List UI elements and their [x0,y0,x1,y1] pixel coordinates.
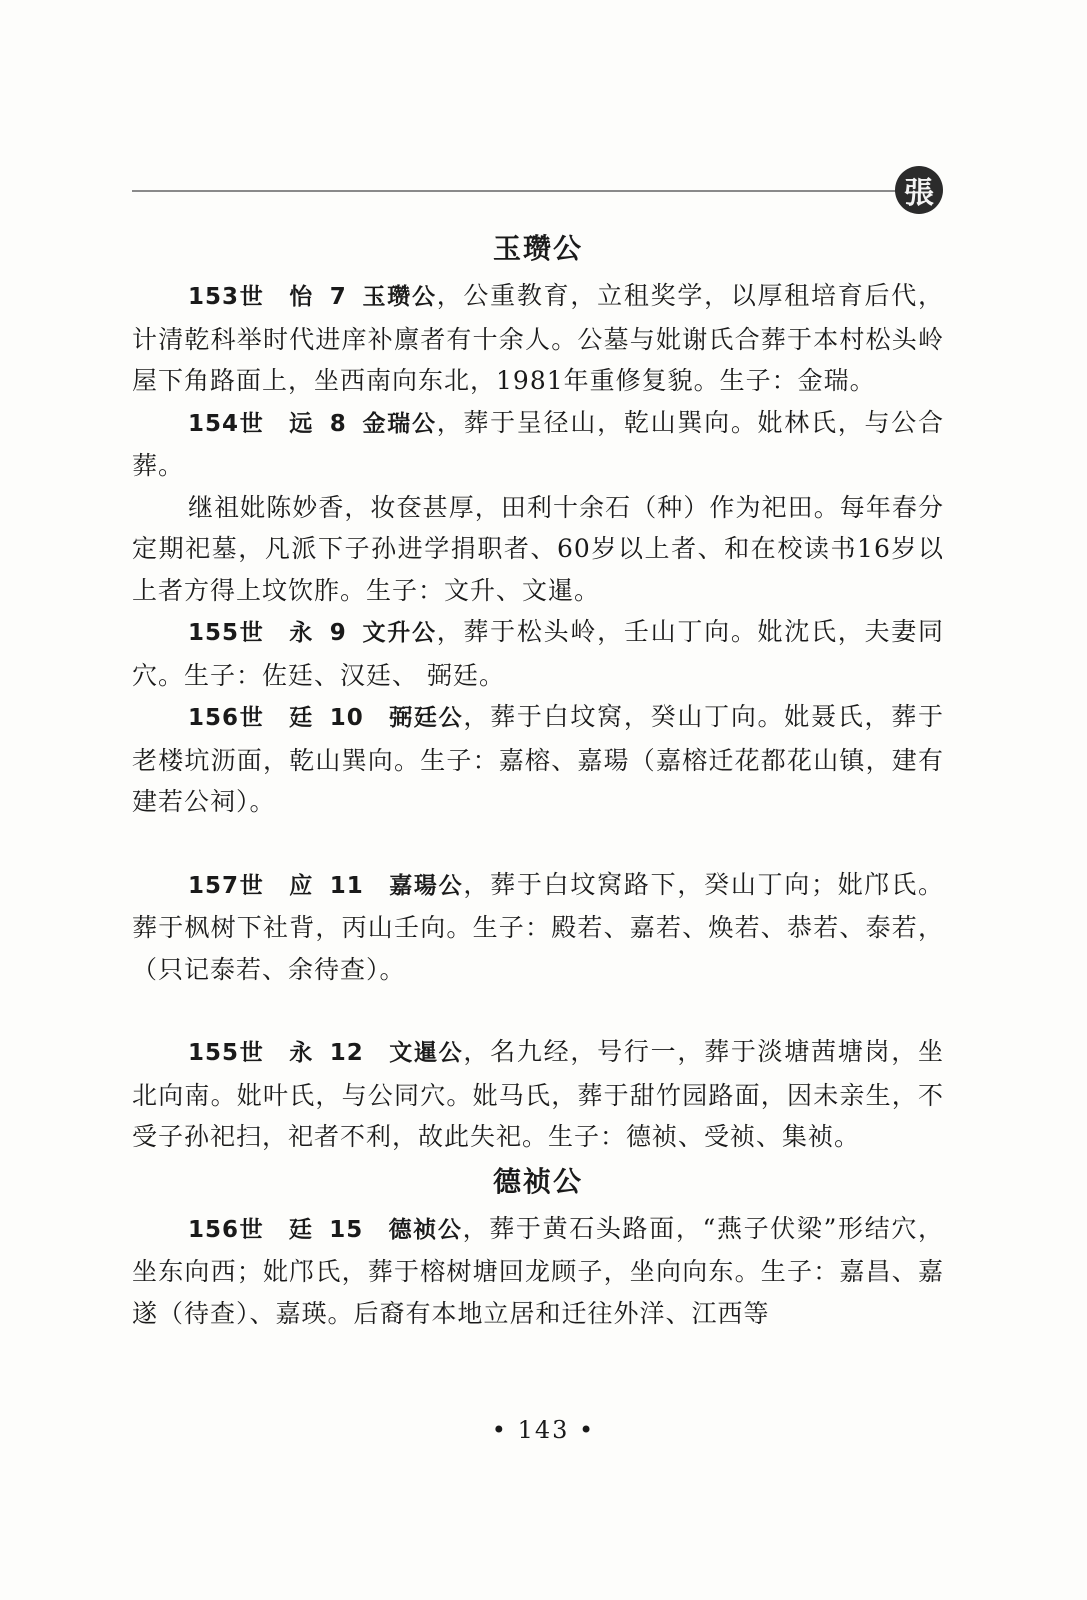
section-title: 玉瓒公 [492,232,583,265]
entry-head: 153世 怡 7 玉瓒公 [188,284,437,310]
page-number: • 143 • [491,1416,596,1444]
entry-head: 154世 远 8 金瑞公 [188,410,437,437]
entry-paragraph [132,1208,944,1335]
entry-paragraph [132,487,944,612]
entry-body: ，葬于松头岭，壬山丁向。妣沈氏，夫妻同穴。生子：佐廷、汉廷、 弼廷。 [132,617,944,690]
entry-paragraph [132,696,944,823]
entry-body: ，葬于白坟窝路下，癸山丁向；妣邝氏。葬于枫树下社背，丙山壬向。生子：殿若、嘉若、焕若、恭若、泰若，（只记泰若、余待查）。 [132,869,944,984]
entry-paragraph [132,402,944,487]
entry-head: 157世 应 11 嘉瑒公 [188,872,464,899]
section-title: 德祯公 [492,1164,583,1198]
entry-paragraph [132,275,944,402]
entry-head: 156世 廷 10 弼廷公 [188,705,464,731]
paragraph-gap [132,990,944,1031]
entry-body: ，葬于黄石头路面，“燕子伏梁”形结穴，坐东向西；妣邝氏，葬于榕树塘回龙顾子，坐向向东。生子：嘉昌、嘉遂（待查）、嘉瑛。后裔有本地立居和迁往外洋、江西等 [132,1213,944,1328]
entry-paragraph [132,1031,944,1158]
entry-paragraph [132,864,944,991]
entry-head: 155世 永 12 文暹公 [188,1040,464,1066]
entry-head: 156世 廷 15 德祯公 [188,1216,463,1243]
entry-body: ，葬于呈径山，乾山巽向。妣林氏，与公合葬。 [132,407,944,480]
entry-paragraph [132,611,944,696]
entry-head: 155世 永 9 文升公 [188,620,437,646]
entry-body: 继祖妣陈妙香，妆奁甚厚，田利十余石（种）作为祀田。每年春分定期祀墓，凡派下子孙进学捐职者、60岁以上者、和在校读书16岁以上者方得上坟饮胙。生子：文升、文暹。 [132,492,944,605]
entry-body: ，名九经，号行一，葬于淡塘茜塘岗，坐北向南。妣叶氏，与公同穴。妣马氏，葬于甜竹园路面，因未亲生，不受子孙祀扫，祀者不利，故此失祀。生子：德祯、受祯、集祯。 [132,1037,944,1151]
header-rule [132,190,902,192]
page-content [132,225,944,1334]
entry-body: ，葬于白坟窝，癸山丁向。妣聂氏，葬于老楼坑沥面，乾山巽向。生子：嘉榕、嘉瑒（嘉榕迁花都花山镇，建有建若公祠）。 [132,702,944,816]
header-seal: 張 [895,166,943,214]
paragraph-gap [132,823,944,864]
entry-body: ，公重教育，立租奖学，以厚租培育后代，计清乾科举时代进庠补廪者有十余人。公墓与妣谢氏合葬于本村松头岭屋下角路面上，坐西南向东北，1981年重修复貌。生子：金瑞。 [132,281,944,395]
